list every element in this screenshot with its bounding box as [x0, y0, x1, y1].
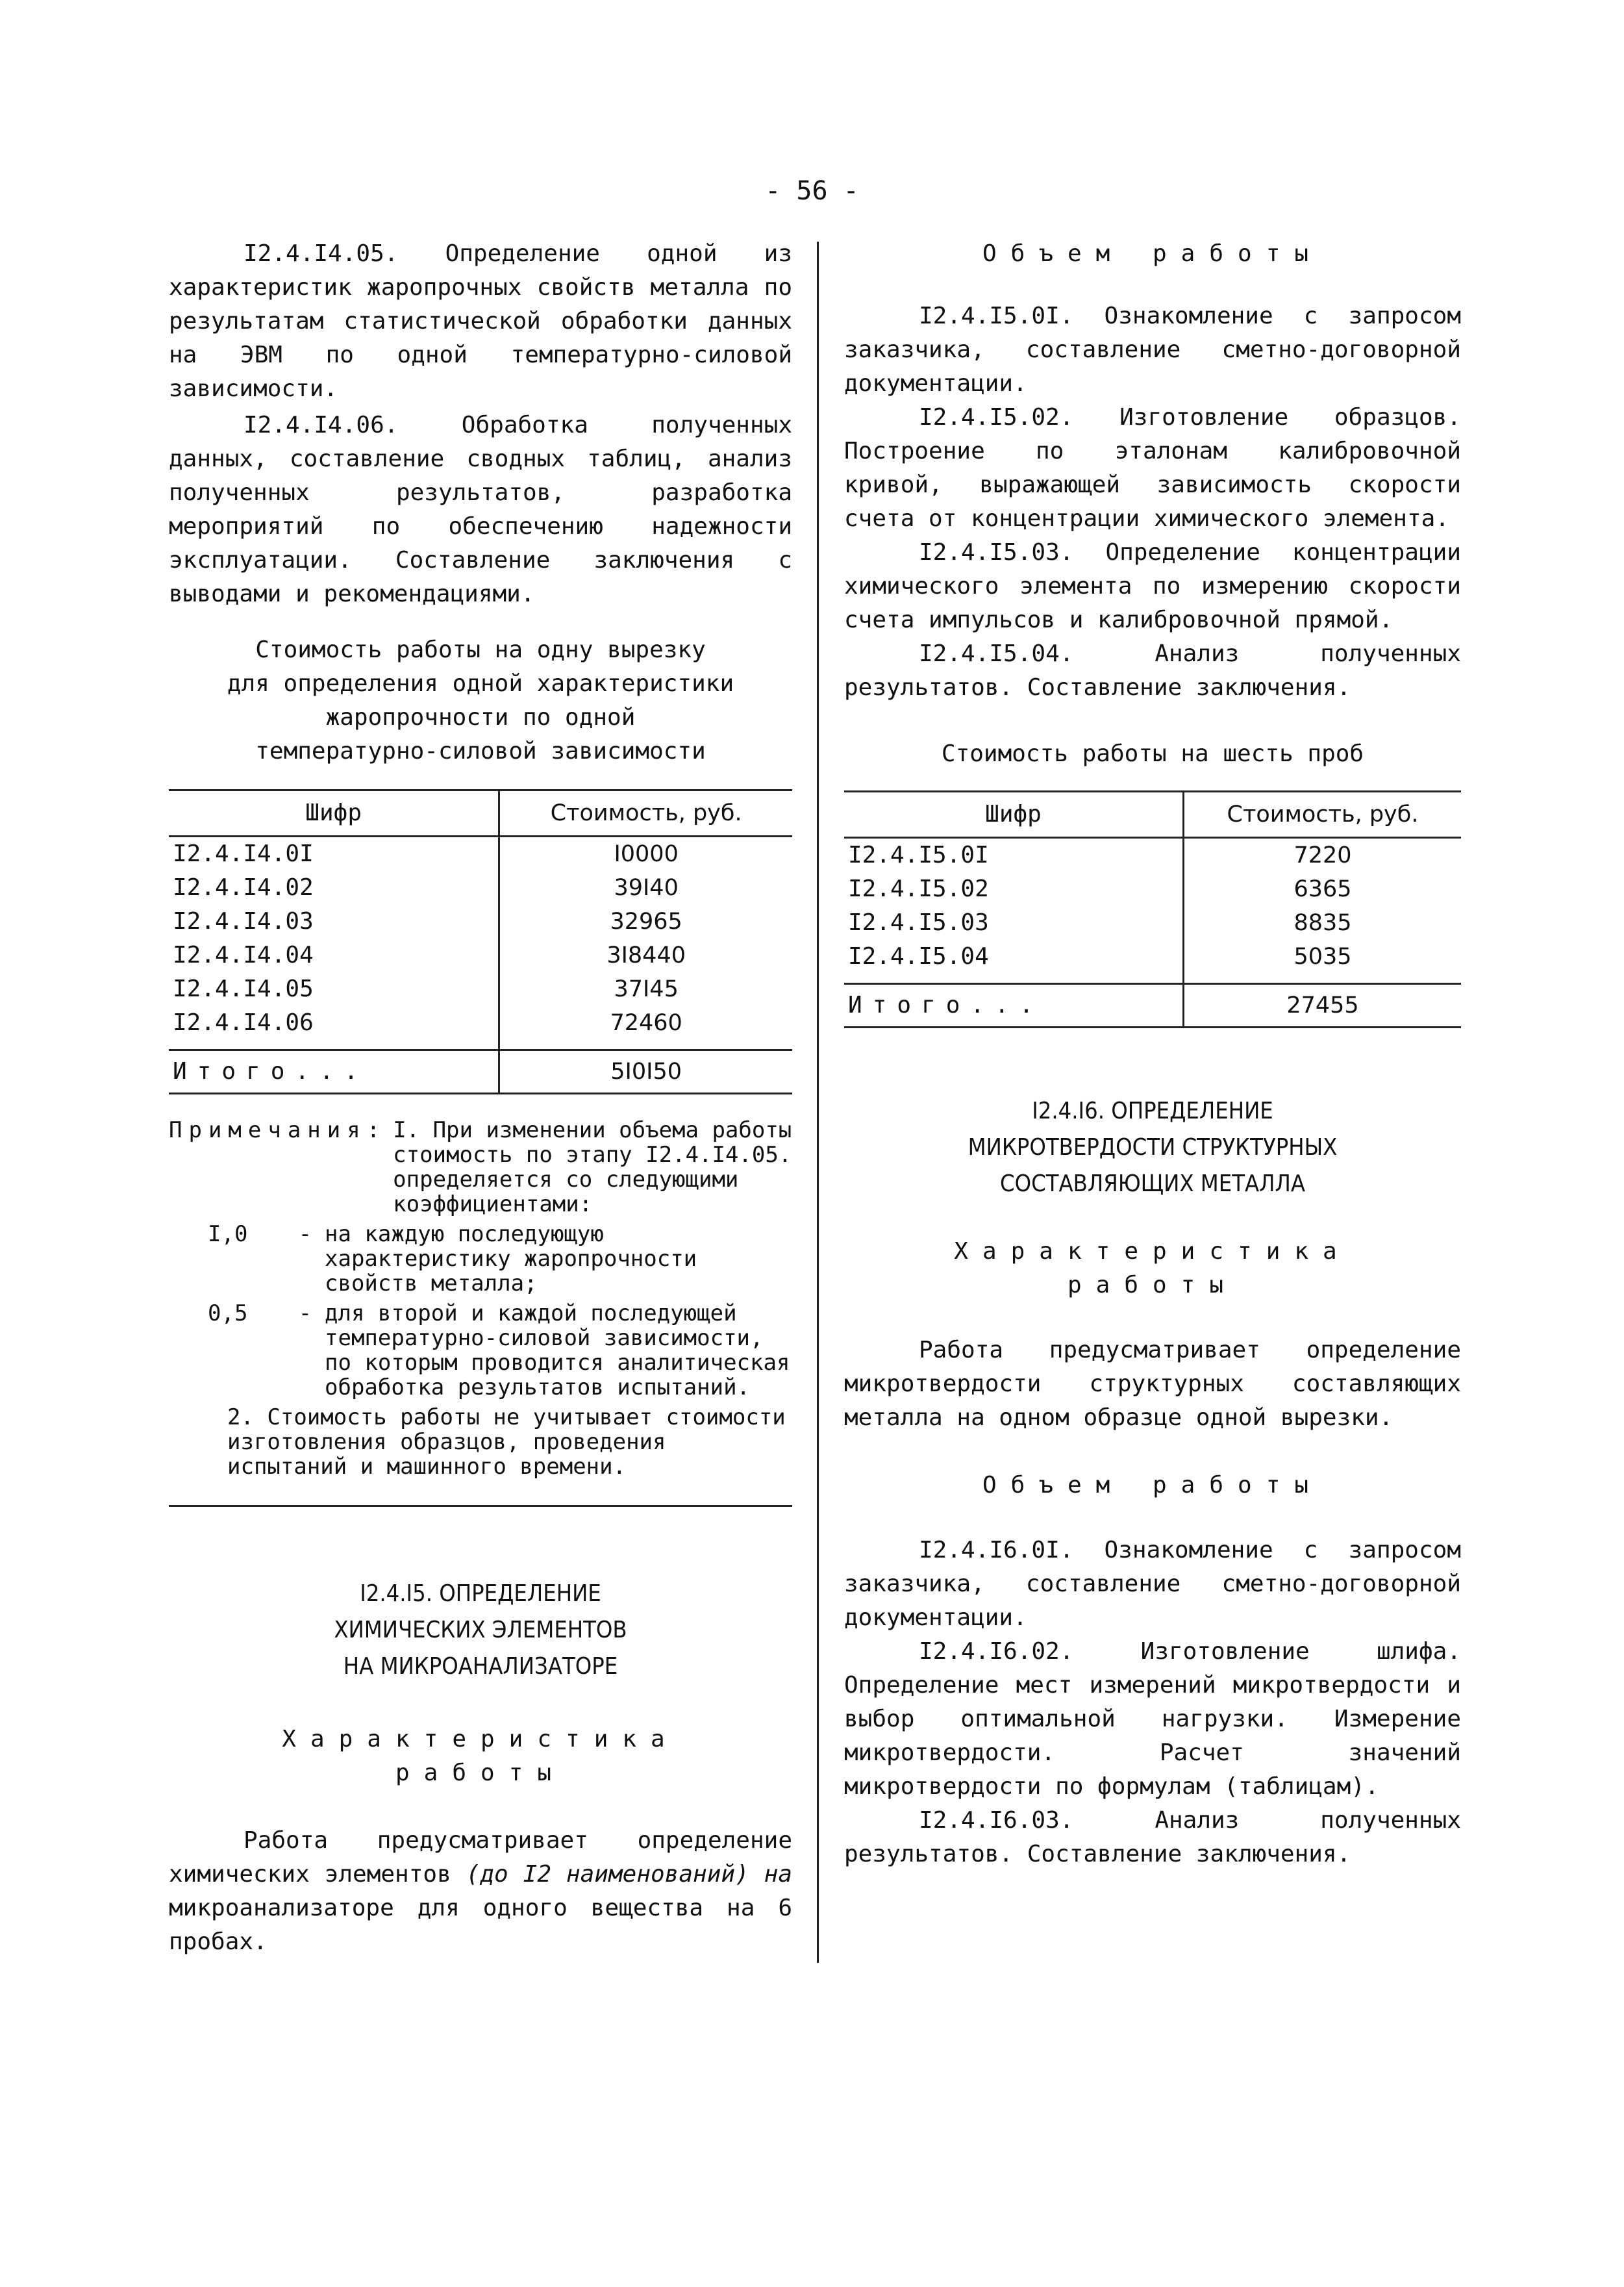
note-2 [169, 1405, 792, 1479]
cell-code: I2.4.I4.04 [173, 942, 314, 968]
characteristic-text-part: микроанализаторе для одного вещества на 6 пробах. [169, 1895, 792, 1955]
table-total-row [169, 1050, 792, 1094]
header-cost: Стоимость, руб. [1184, 792, 1462, 838]
table-row [169, 939, 792, 972]
header-cost: Стоимость, руб. [499, 790, 792, 837]
section-title-line: ХИМИЧЕСКИХ ЭЛЕМЕНТОВ [334, 1617, 627, 1643]
cell-code: I2.4.I4.03 [173, 908, 314, 935]
cell-cost: 39I40 [499, 871, 792, 905]
characteristic-title-2: работы [1067, 1272, 1238, 1298]
spacer [844, 974, 1184, 984]
table-row [169, 1006, 792, 1040]
table-header-row [844, 792, 1461, 838]
table-row [844, 906, 1461, 940]
paragraph-1602: I2.4.I6.02. Изготовление шлифа. Определение мест измерений микротвердости и выбор оптимальной нагрузки. Измерение микротвердости. Расчет значений микротвердости по формулам (таблицам). [844, 1638, 1461, 1800]
section-1215-title [169, 1576, 792, 1685]
note-1 [169, 1118, 792, 1217]
characteristic-title: Характеристика [282, 1726, 679, 1752]
paragraph-1502: I2.4.I5.02. Изготовление образцов. Построение по эталонам калибровочной кривой, выражающей зависимость скорости счета от концентрации химического элемента. [844, 404, 1461, 532]
table-spacer-row [169, 1040, 792, 1050]
paragraph-1406: I2.4.I4.06. Обработка полученных данных, составление сводных таблиц, анализ полученных результатов, разработка мероприятий по обеспечению надежности эксплуатации. Составление заключения с выводами и рекомендациями. [169, 412, 792, 607]
paragraph-1405: I2.4.I4.05. Определение одной из характеристик жаропрочных свойств металла по результатам статистической обработки данных на ЭВМ по одной температурно-силовой зависимости. [169, 240, 792, 402]
cell-code: I2.4.I4.05 [173, 976, 314, 1002]
section-title-line: СОСТАВЛЯЮЩИХ МЕТАЛЛА [999, 1170, 1306, 1197]
cell-cost: 7220 [1184, 838, 1462, 873]
characteristic-text-italic: (до I2 наименований) на [466, 1861, 793, 1888]
header-code: Шифр [169, 790, 499, 837]
left-column [169, 237, 792, 1959]
table-header-row [169, 790, 792, 837]
cell-code: I2.4.I5.03 [848, 909, 989, 936]
total-value: 27455 [1184, 984, 1462, 1028]
section-1216-title [844, 1093, 1461, 1202]
table-row [844, 838, 1461, 873]
volume-title: Объем работы [982, 240, 1323, 267]
header-code: Шифр [844, 792, 1184, 838]
cell-code: I2.4.I4.06 [173, 1009, 314, 1036]
paragraph-1504: I2.4.I5.04. Анализ полученных результатов. Составление заключения. [844, 640, 1461, 701]
column-divider [817, 242, 819, 1963]
coef-text: на каждую последующую характеристику жаропрочности свойств металла; [325, 1221, 697, 1296]
total-value: 5I0I50 [499, 1050, 792, 1094]
coef-value: I,0 [208, 1221, 248, 1247]
total-label: Итого... [169, 1050, 499, 1094]
note-1-intro: I. При изменении объема работы стоимость по этапу I2.4.I4.05. определяется со следующими коэффициентами: [393, 1117, 792, 1217]
table-row [169, 905, 792, 939]
characteristic-text [169, 1824, 792, 1959]
page-number: - 56 - [765, 176, 859, 206]
cell-cost: 5035 [1184, 940, 1462, 974]
spacer [1184, 974, 1462, 984]
volume-title-2: Объем работы [982, 1472, 1323, 1498]
table-row [169, 972, 792, 1006]
table1-caption [169, 633, 792, 768]
section-title-line: МИКРОТВЕРДОСТИ СТРУКТУРНЫХ [968, 1134, 1338, 1161]
section-title-line: I2.4.I5. ОПРЕДЕЛЕНИЕ [360, 1580, 601, 1607]
paragraph-1501: I2.4.I5.0I. Ознакомление с запросом заказчика, составление сметно-договорной документации. [844, 303, 1461, 397]
section-title-line: I2.4.I6. ОПРЕДЕЛЕНИЕ [1032, 1098, 1273, 1124]
notes-label: Примечания: [169, 1117, 387, 1143]
coef-text: для второй и каждой последующей температурно-силовой зависимости, по которым проводится аналитическая обработка результатов испытаний. [325, 1300, 790, 1400]
right-column [844, 237, 1461, 1871]
section-rule [169, 1505, 792, 1507]
spacer [169, 1040, 499, 1050]
characteristic-title: Характеристика [954, 1238, 1351, 1265]
characteristic-text-part: Работа предусматривает определение химических элементов [169, 1827, 792, 1888]
table-row [844, 872, 1461, 906]
cell-cost: 3I8440 [499, 939, 792, 972]
cell-cost: 6365 [1184, 872, 1462, 906]
cell-cost: 8835 [1184, 906, 1462, 940]
section-title-line: НА МИКРОАНАЛИЗАТОРЕ [343, 1653, 618, 1680]
cell-code: I2.4.I4.02 [173, 874, 314, 901]
characteristic-title-2: работы [395, 1760, 566, 1786]
coef-dash: - [298, 1300, 312, 1326]
cell-cost: 37I45 [499, 972, 792, 1006]
cell-cost: I0000 [499, 837, 792, 872]
cost-table-2 [844, 790, 1461, 1028]
table1-caption-line: жаропрочности по одной [325, 704, 636, 731]
cell-code: I2.4.I5.02 [848, 876, 989, 902]
cell-code: I2.4.I5.0I [848, 842, 989, 868]
table2-caption: Стоимость работы на шесть проб [941, 740, 1364, 767]
table1-caption-line: Стоимость работы на одну вырезку [255, 637, 706, 663]
table-row [169, 837, 792, 872]
coef-row-2 [169, 1301, 792, 1400]
paragraph-1601: I2.4.I6.0I. Ознакомление с запросом заказчика, составление сметно-договорной документации. [844, 1537, 1461, 1631]
table-row [844, 940, 1461, 974]
table-row [169, 871, 792, 905]
cell-cost: 32965 [499, 905, 792, 939]
table1-caption-line: для определения одной характеристики [227, 670, 734, 697]
spacer [499, 1040, 792, 1050]
cell-cost: 72460 [499, 1006, 792, 1040]
table-total-row [844, 984, 1461, 1028]
paragraph-1503: I2.4.I5.03. Определение концентрации химического элемента по измерению скорости счета импульсов и калибровочной прямой. [844, 539, 1461, 633]
coef-dash: - [298, 1221, 312, 1247]
coef-value: 0,5 [208, 1300, 248, 1326]
total-label: Итого... [844, 984, 1184, 1028]
cost-table-1 [169, 789, 792, 1094]
note-2-text: 2. Стоимость работы не учитывает стоимости изготовления образцов, проведения испытаний и машинного времени. [227, 1404, 786, 1480]
cell-code: I2.4.I5.04 [848, 943, 989, 970]
coef-row-1 [169, 1222, 792, 1296]
characteristic-text: Работа предусматривает определение микротвердости структурных составляющих металла на одном образце одной вырезки. [844, 1337, 1461, 1431]
notes-block [169, 1118, 792, 1479]
paragraph-1603: I2.4.I6.03. Анализ полученных результатов. Составление заключения. [844, 1807, 1461, 1867]
cell-code: I2.4.I4.0I [173, 840, 314, 867]
table1-caption-line: температурно-силовой зависимости [255, 738, 706, 764]
table-spacer-row [844, 974, 1461, 984]
